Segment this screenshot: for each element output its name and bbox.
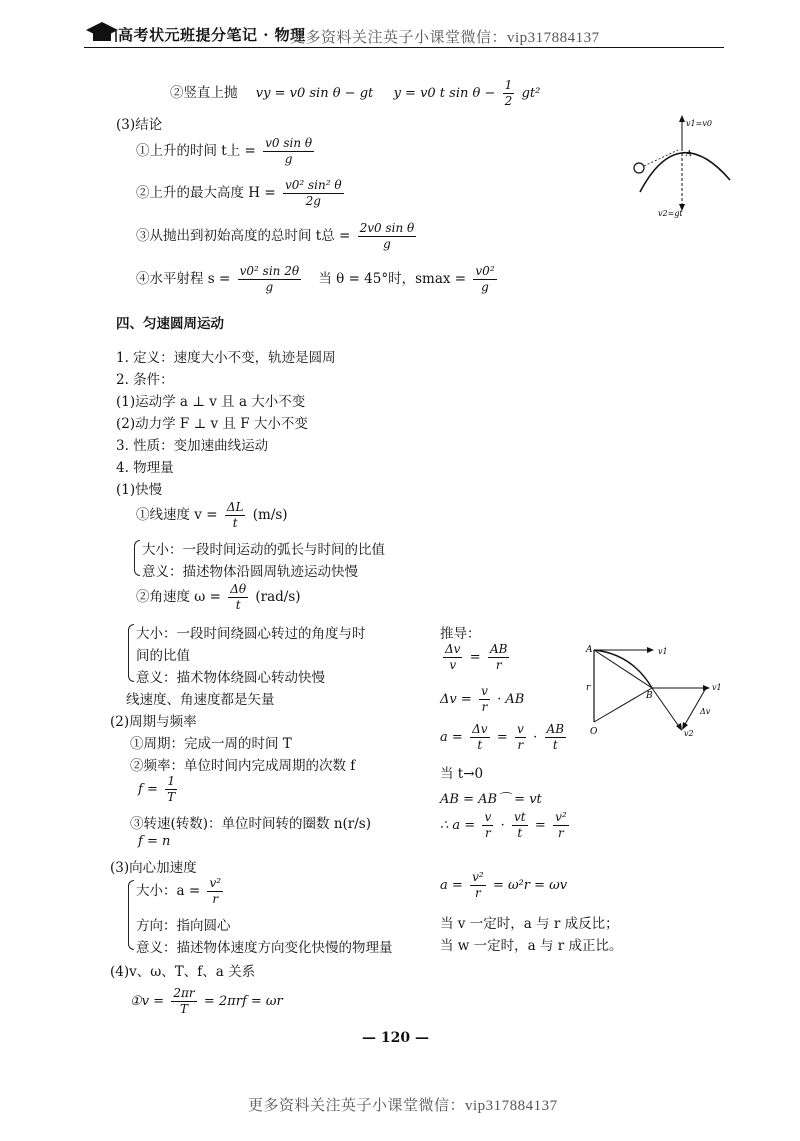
conclusion-1: ①上升的时间 t上 = $\frac{\text{v0 sin θ}}{g}$: [136, 136, 313, 166]
acc-direction: 方向：指向圆心: [136, 918, 231, 934]
fig2-v1-top-label: v1: [658, 647, 668, 656]
vertical-throw-line: ②竖直上抛 vy = v0 sin θ − gt y = v0 t sin θ − $\frac{1}{2}$ gt²: [170, 78, 541, 108]
linear-magnitude: 大小：一段时间运动的弧长与时间的比值: [142, 542, 385, 558]
linear-meaning: 意义：描述物体沿圆周轨迹运动快慢: [142, 564, 358, 580]
brace-linear: [134, 540, 140, 576]
watermark-bottom: 更多资料关注英子小课堂微信：vip317884137: [248, 1098, 558, 1114]
fig2-v1-right-label: v1: [712, 683, 722, 692]
derivation-6: ∴ a = $\frac{v}{r}$ · $\frac{vt}{t}$ = $\frac{\text{v²}}{r}$: [440, 810, 567, 840]
angular-meaning: 意义：描术物体绕圆心转动快慢: [136, 670, 325, 686]
relation-1: ①v = $\frac{2\pi r}{T}$ = 2πrf = ωr: [130, 986, 283, 1016]
fig2-b-label: B: [646, 691, 653, 701]
conclusion-4: ④水平射程 s = $\frac{\text{v0² sin 2θ}}{g}$ 当 θ = 45°时，smax = $\frac{\text{v0²}}{g}$: [136, 264, 495, 294]
frequency-formula: f = $\frac{1}{T}$: [138, 774, 176, 804]
derivation-2: Δv = $\frac{v}{r}$ · AB: [440, 684, 525, 714]
derivation-3: a = $\frac{\Delta v}{t}$ = $\frac{v}{r}$ · $\frac{AB}{t}$: [440, 722, 565, 752]
header-cap-icon: [84, 20, 120, 50]
derivation-9: 当 w 一定时，a 与 r 成正比。: [440, 938, 623, 954]
frequency: ②频率：单位时间内完成周期的次数 f: [130, 758, 356, 774]
section-4-heading: 四、匀速圆周运动: [116, 316, 224, 332]
fig1-v1-label: v1=v0: [686, 119, 712, 128]
derivation-1: $\frac{\Delta v}{v}$ = $\frac{AB}{r}$: [445, 642, 508, 672]
fig2-a-label: A: [586, 645, 593, 655]
watermark-top: 更多资料关注英子小课堂微信：vip317884137: [290, 30, 600, 46]
fig1-v2-label: v2=gt: [658, 209, 683, 218]
conditions: 2. 条件：: [116, 372, 174, 388]
acc-magnitude: 大小：a = $\frac{\text{v²}}{r}$: [136, 876, 222, 906]
linear-velocity: ①线速度 v = $\frac{\Delta L}{t}$ (m/s): [136, 500, 288, 530]
acceleration-heading: (3)向心加速度: [110, 860, 197, 876]
acc-meaning: 意义：描述物体速度方向变化快慢的物理量: [136, 940, 393, 956]
conclusion-3: ③从抛出到初始高度的总时间 t总 = $\frac{\text{2v0 sin θ}}{g}$: [136, 221, 415, 251]
fig1-a-label: A: [686, 149, 692, 158]
brace-angular: [128, 624, 134, 682]
speed-heading: (1)快慢: [116, 482, 163, 498]
fig2-r-label: r: [586, 683, 591, 693]
brace-acceleration: [128, 880, 134, 950]
dynamics: (2)动力学 F ⊥ v 且 F 大小不变: [116, 416, 308, 432]
page-number: — 120 —: [362, 1030, 429, 1046]
period: ①周期：完成一周的时间 T: [130, 736, 292, 752]
header-title: 高考状元班提分笔记 · 物理: [118, 26, 306, 44]
fig2-v2-label: v2: [684, 729, 694, 738]
angular-magnitude-cont: 间的比值: [136, 648, 190, 664]
angular-magnitude: 大小：一段时间绕圆心转过的角度与时: [136, 626, 366, 642]
quantities: 4. 物理量: [116, 460, 174, 476]
derivation-5: AB = AB⌒ = vt: [440, 792, 542, 807]
fig2-dv-label: Δv: [700, 707, 711, 716]
kinematics: (1)运动学 a ⊥ v 且 a 大小不变: [116, 394, 306, 410]
relation-heading: (4)v、ω、T、f、a 关系: [110, 964, 256, 980]
conclusion-2: ②上升的最大高度 H = $\frac{\text{v0² sin² θ}}{2g}$: [136, 178, 342, 208]
rotation-formula: f = n: [138, 834, 171, 849]
derivation-7: a = $\frac{\text{v²}}{r}$ = ω²r = ωv: [440, 870, 568, 900]
projectile-figure: [630, 110, 740, 229]
rotation-speed: ③转速(转数)：单位时间转的圈数 n(r/s): [130, 816, 371, 832]
angular-velocity: ②角速度 ω = $\frac{\Delta\theta}{t}$ (rad/s): [136, 582, 301, 612]
derivation-heading: 推导：: [440, 626, 481, 642]
derivation-8: 当 v 一定时，a 与 r 成反比；: [440, 916, 619, 932]
velocity-change-figure: [582, 640, 732, 744]
property: 3. 性质：变加速曲线运动: [116, 438, 269, 454]
vector-note: 线速度、角速度都是矢量: [126, 692, 275, 708]
fig2-o-label: O: [590, 727, 598, 737]
period-heading: (2)周期与频率: [110, 714, 197, 730]
conclusion-heading: (3)结论: [116, 117, 163, 133]
definition: 1. 定义：速度大小不变，轨迹是圆周: [116, 350, 336, 366]
derivation-4: 当 t→0: [440, 766, 484, 782]
header-rule: [84, 47, 724, 48]
